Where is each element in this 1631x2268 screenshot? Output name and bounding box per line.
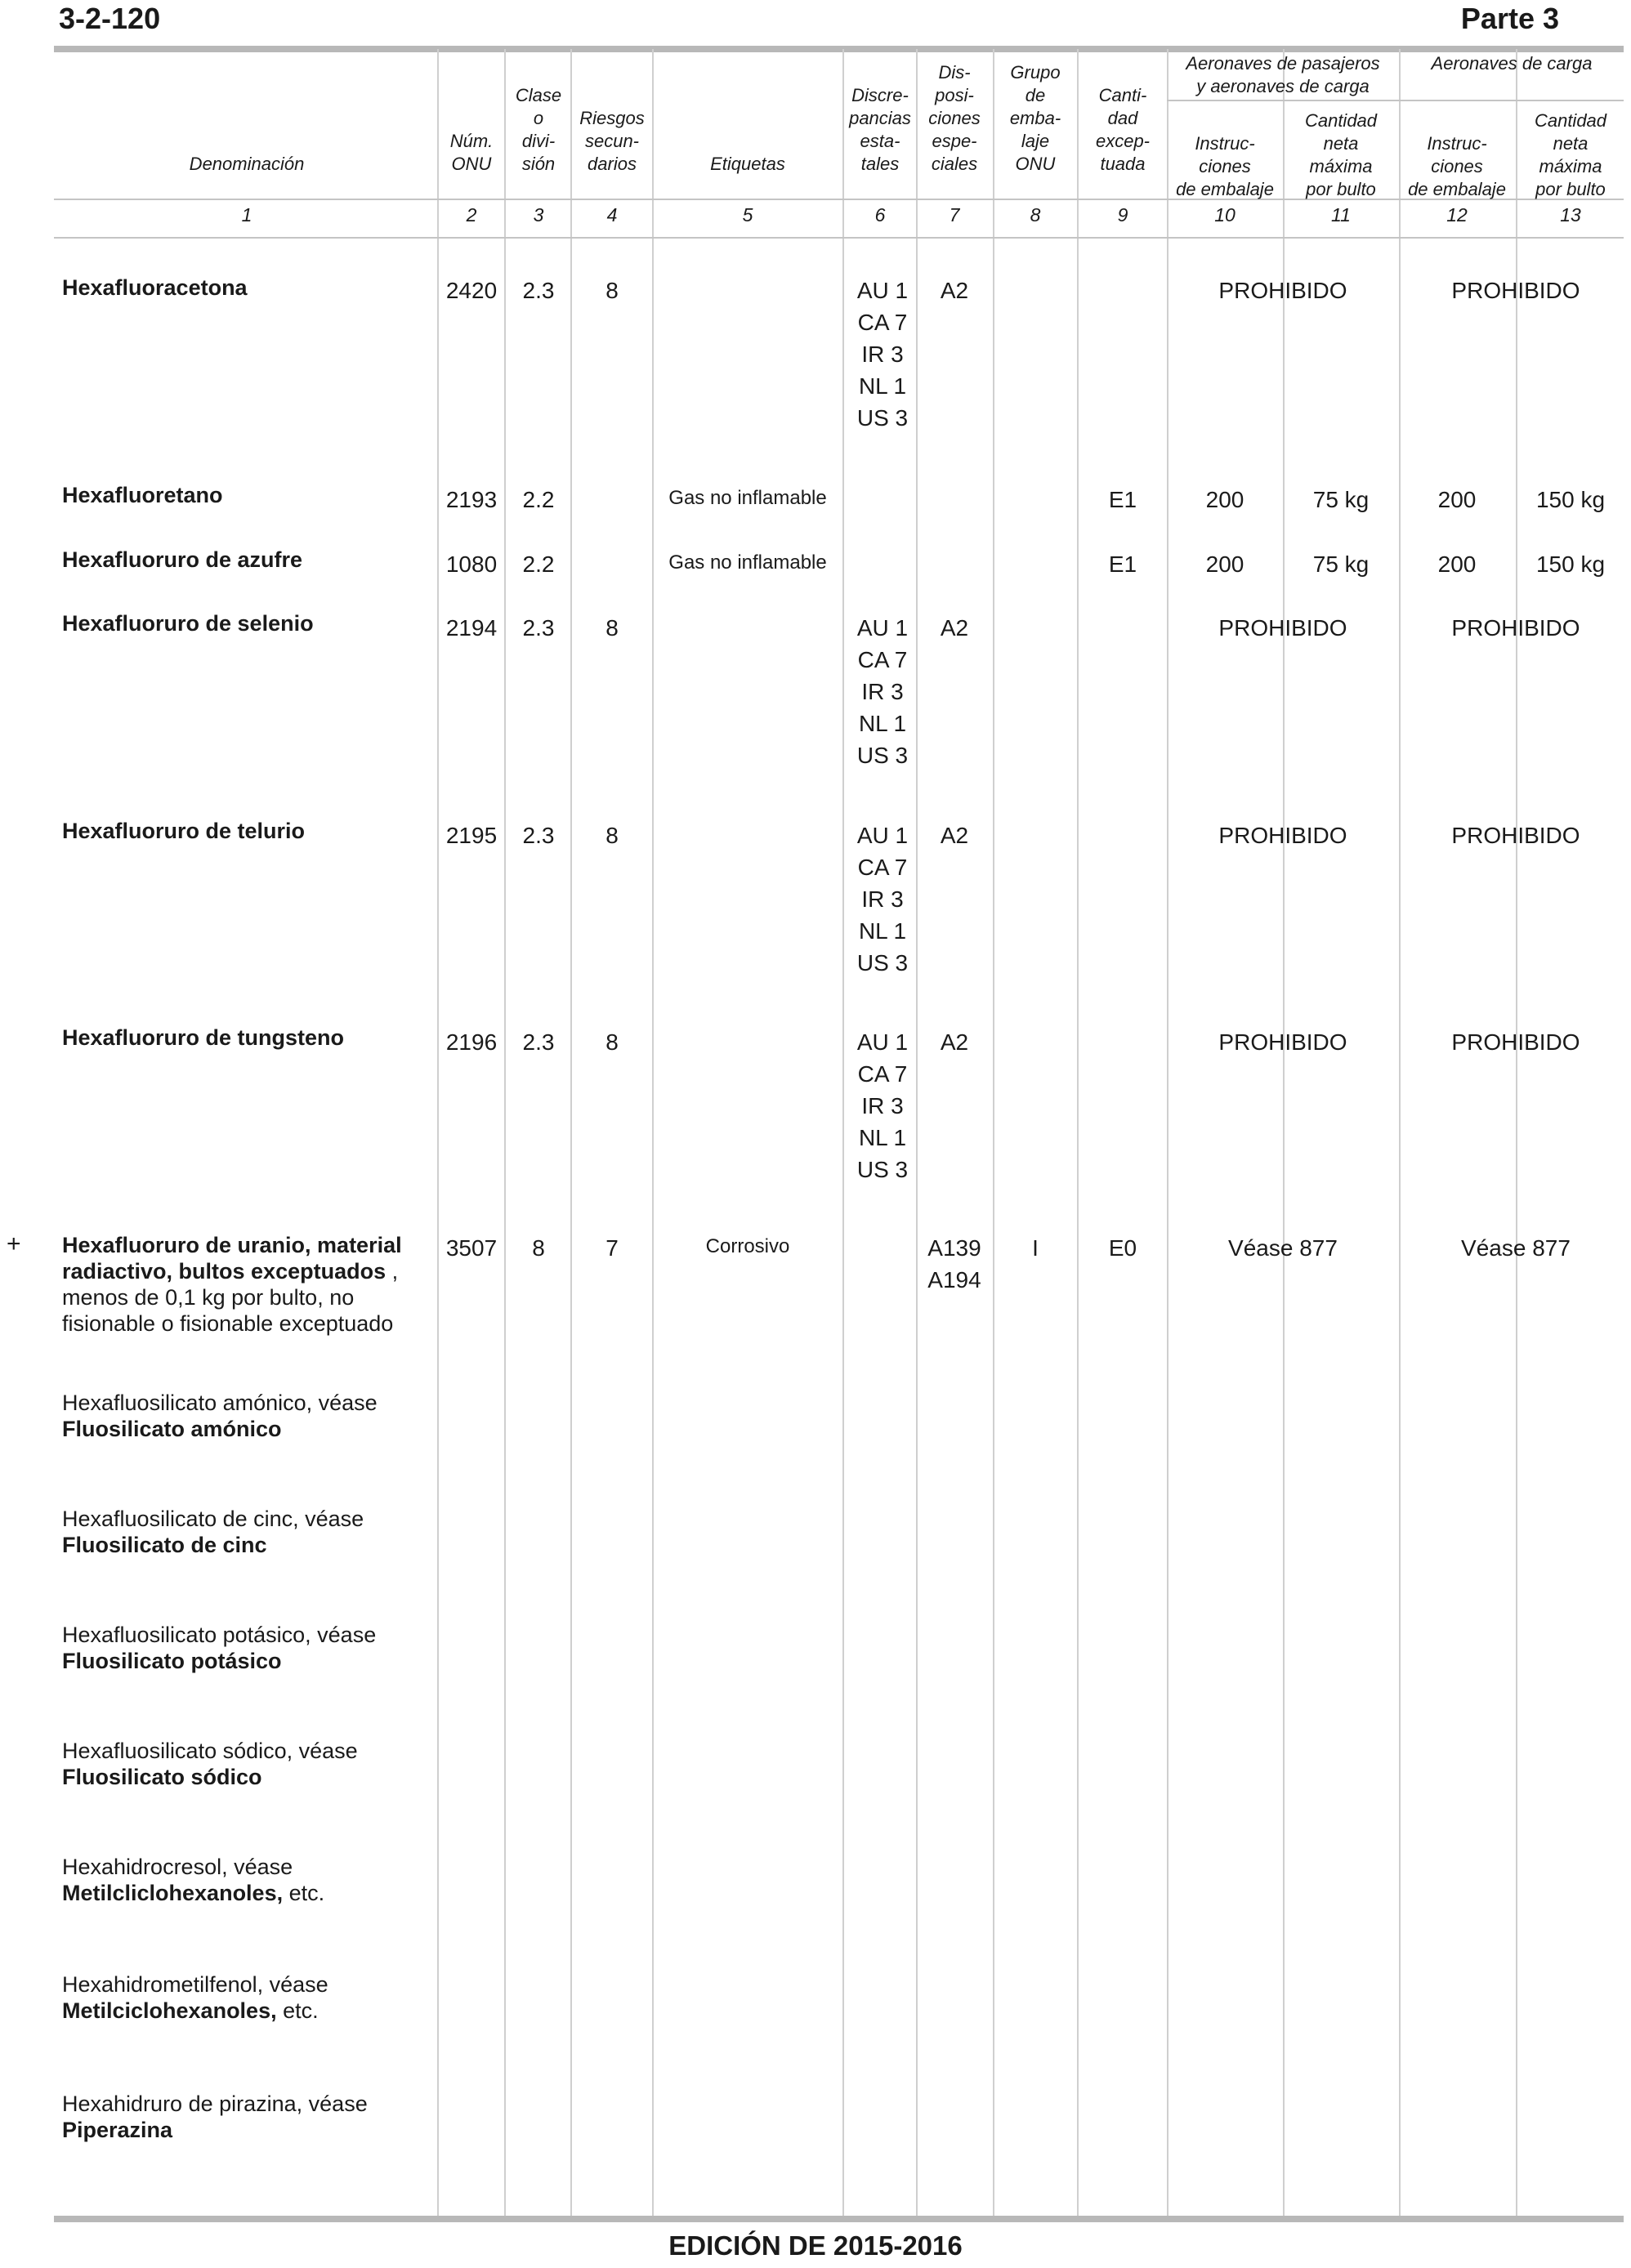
hazard-label: Gas no inflamable xyxy=(668,551,827,574)
cross-reference-entry xyxy=(62,1738,358,1790)
packing-group: I xyxy=(1032,1235,1039,1261)
col-number: 4 xyxy=(606,204,618,225)
edition-footer: EDICIÓN DE 2015-2016 xyxy=(668,2230,963,2261)
un-number: 2194 xyxy=(445,615,498,641)
col-header-etiquetas: Etiquetas xyxy=(710,154,785,174)
reference-tail: etc. xyxy=(276,1998,319,2023)
passenger-aircraft-status: PROHIBIDO xyxy=(1218,823,1347,848)
col-header-disposiciones: Dis- posi- ciones espe- ciales xyxy=(928,62,981,174)
un-number: 2420 xyxy=(445,278,498,303)
special-provisions: A139 A194 xyxy=(927,1235,981,1292)
passenger-aircraft-status: PROHIBIDO xyxy=(1218,278,1347,303)
substance-name: Hexafluoruro de selenio xyxy=(62,611,314,636)
part-label: Parte 3 xyxy=(1460,2,1559,35)
col-header-carga-group: Aeronaves de carga xyxy=(1431,53,1593,74)
change-mark: + xyxy=(7,1230,21,1257)
passenger-aircraft-status: PROHIBIDO xyxy=(1218,1029,1347,1055)
excepted-quantity: E1 xyxy=(1108,551,1137,577)
special-provisions: A2 xyxy=(940,823,969,848)
excepted-quantity: E0 xyxy=(1108,1235,1137,1261)
special-provisions: A2 xyxy=(940,615,969,641)
un-number: 2196 xyxy=(445,1029,498,1055)
col-header-pasajeros-group: Aeronaves de pasajeros y aeronaves de carga xyxy=(1186,53,1380,96)
passenger-aircraft-status: Véase 877 xyxy=(1228,1235,1338,1261)
special-provisions: A2 xyxy=(940,278,969,303)
hazard-label: Corrosivo xyxy=(705,1235,790,1257)
page-reference: 3-2-120 xyxy=(59,2,161,35)
reference-text: Hexafluosilicato potásico, véase xyxy=(62,1623,377,1647)
substance-name-rest: , menos de 0,1 kg por bulto, no fisionable o fisionable exceptuado xyxy=(62,1259,399,1336)
max-net-quantity-cargo: 150 kg xyxy=(1535,551,1606,577)
substance-name xyxy=(62,1232,422,1337)
un-number: 2195 xyxy=(445,823,498,848)
col-header-instrucciones-carga: Instruc- ciones de embalaje xyxy=(1408,133,1506,199)
col-number: 10 xyxy=(1214,204,1236,225)
reference-target: Fluosilicato potásico xyxy=(62,1649,282,1673)
reference-target: Fluosilicato sódico xyxy=(62,1765,262,1789)
col-number: 5 xyxy=(742,204,753,225)
packing-instruction-passenger: 200 xyxy=(1205,487,1244,512)
reference-tail: etc. xyxy=(283,1881,325,1905)
cross-reference-entry xyxy=(62,2091,368,2143)
col-header-cantidad: Canti- dad excep- tuada xyxy=(1095,85,1151,174)
packing-instruction-cargo: 200 xyxy=(1437,487,1477,512)
substance-name: Hexafluoruro de telurio xyxy=(62,819,306,843)
max-net-quantity-passenger: 75 kg xyxy=(1312,487,1370,512)
substance-name: Hexafluoruro de azufre xyxy=(62,547,303,572)
cargo-aircraft-status: PROHIBIDO xyxy=(1451,615,1580,641)
reference-text: Hexahidruro de pirazina, véase xyxy=(62,2092,368,2116)
reference-target: Metilciclohexanoles, xyxy=(62,1998,277,2023)
class-division: 8 xyxy=(532,1235,545,1261)
col-number: 3 xyxy=(533,204,544,225)
un-number: 3507 xyxy=(445,1235,498,1261)
col-number: 11 xyxy=(1331,204,1351,225)
secondary-risk: 8 xyxy=(605,278,619,303)
state-variations: AU 1 CA 7 IR 3 NL 1 US 3 xyxy=(856,615,909,768)
class-division: 2.3 xyxy=(522,1029,555,1055)
reference-target: Fluosilicato de cinc xyxy=(62,1533,267,1557)
col-header-instrucciones-pasajeros: Instruc- ciones de embalaje xyxy=(1176,133,1274,199)
class-division: 2.3 xyxy=(522,823,555,848)
substance-name: Hexafluoruro de tungsteno xyxy=(62,1025,345,1050)
state-variations: AU 1 CA 7 IR 3 NL 1 US 3 xyxy=(856,823,909,976)
packing-instruction-passenger: 200 xyxy=(1205,551,1244,577)
col-number: 7 xyxy=(949,204,960,225)
col-number: 13 xyxy=(1560,204,1581,225)
col-number: 9 xyxy=(1117,204,1128,225)
special-provisions: A2 xyxy=(940,1029,969,1055)
reference-text: Hexafluosilicato amónico, véase xyxy=(62,1391,378,1415)
reference-target: Metilcliclohexanoles, xyxy=(62,1881,284,1905)
cargo-aircraft-status: PROHIBIDO xyxy=(1451,823,1580,848)
col-header-clase: Clase o divi- sión xyxy=(515,85,562,174)
col-header-num-onu: Núm. ONU xyxy=(449,131,494,174)
un-number: 1080 xyxy=(445,551,498,577)
substance-name: Hexafluoretano xyxy=(62,483,223,507)
cross-reference-entry xyxy=(62,1390,378,1442)
col-number: 8 xyxy=(1030,204,1041,225)
reference-text: Hexahidrocresol, véase xyxy=(62,1855,293,1879)
cargo-aircraft-status: PROHIBIDO xyxy=(1451,1029,1580,1055)
reference-text: Hexafluosilicato sódico, véase xyxy=(62,1739,358,1763)
state-variations: AU 1 CA 7 IR 3 NL 1 US 3 xyxy=(856,278,909,431)
col-header-grupo: Grupo de emba- laje ONU xyxy=(1009,62,1061,174)
class-division: 2.3 xyxy=(522,278,555,303)
col-header-riesgos: Riesgos secun- darios xyxy=(579,108,645,174)
secondary-risk: 8 xyxy=(605,615,619,641)
cross-reference-entry xyxy=(62,1622,376,1674)
bottom-rule xyxy=(54,2216,1624,2222)
col-header-cantidad-carga: Cantidad neta máxima por bulto xyxy=(1534,110,1607,199)
packing-instruction-cargo: 200 xyxy=(1437,551,1477,577)
passenger-aircraft-status: PROHIBIDO xyxy=(1218,615,1347,641)
hazard-label: Gas no inflamable xyxy=(668,487,827,509)
col-number: 2 xyxy=(466,204,477,225)
cross-reference-entry xyxy=(62,1854,324,1906)
cross-reference-entry xyxy=(62,1971,328,2024)
col-number: 1 xyxy=(241,204,252,225)
un-number: 2193 xyxy=(445,487,498,512)
secondary-risk: 8 xyxy=(605,823,619,848)
reference-text: Hexafluosilicato de cinc, véase xyxy=(62,1507,364,1531)
reference-text: Hexahidrometilfenol, véase xyxy=(62,1972,328,1997)
top-rule xyxy=(54,46,1624,52)
secondary-risk: 8 xyxy=(605,1029,619,1055)
class-division: 2.2 xyxy=(522,551,555,577)
cargo-aircraft-status: PROHIBIDO xyxy=(1451,278,1580,303)
state-variations: AU 1 CA 7 IR 3 NL 1 US 3 xyxy=(856,1029,909,1182)
excepted-quantity: E1 xyxy=(1108,487,1137,512)
class-division: 2.3 xyxy=(522,615,555,641)
max-net-quantity-passenger: 75 kg xyxy=(1312,551,1370,577)
max-net-quantity-cargo: 150 kg xyxy=(1535,487,1606,512)
col-header-discrepancias: Discre- pancias esta- tales xyxy=(849,85,911,174)
col-header-denominacion: Denominación xyxy=(189,154,305,174)
substance-name: Hexafluoracetona xyxy=(62,275,248,300)
secondary-risk: 7 xyxy=(605,1235,619,1261)
reference-target: Fluosilicato amónico xyxy=(62,1417,282,1441)
col-header-cantidad-pasajeros: Cantidad neta máxima por bulto xyxy=(1304,110,1378,199)
cross-reference-entry xyxy=(62,1506,364,1558)
class-division: 2.2 xyxy=(522,487,555,512)
col-number: 6 xyxy=(874,204,886,225)
reference-target: Piperazina xyxy=(62,2118,173,2142)
substance-name-bold: Hexafluoruro de uranio, material radiactivo, bultos exceptuados xyxy=(62,1233,402,1284)
cargo-aircraft-status: Véase 877 xyxy=(1461,1235,1571,1261)
col-number: 12 xyxy=(1446,204,1468,225)
